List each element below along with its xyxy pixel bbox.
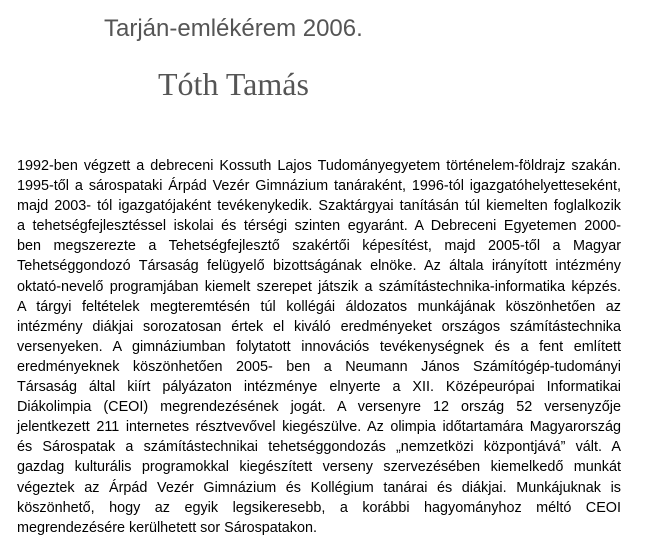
biography-line: intézmény diákjai sorozatosan értek el kiváló eredményeket országos számítástechnika — [17, 318, 621, 335]
biography-line: versenyeken. A gimnáziumban folytatott innovációs tevékenységnek és a fent említett — [17, 338, 621, 355]
biography-line: köszönhető, hogy az egyik legsikeresebb, a korábbi hagyományhoz méltó CEOI — [17, 499, 621, 516]
biography-line: végeztek az Árpád Vezér Gimnázium és Kollégium tanárai és diákjai. Munkájuknak is — [17, 479, 621, 496]
biography-line: Tehetséggondozó Társaság felügyelő bizottságának elnöke. Az általa irányított intézmény — [17, 258, 621, 275]
biography-line: Diákolimpia (CEOI) megrendezésének jogát. A versenyre 12 ország 52 versenyzője — [17, 399, 621, 416]
biography-line: ben megszerezte a Tehetségfejlesztő szakértői képesítést, majd 2005-től a Magyar — [17, 238, 621, 255]
biography-line: 1992-ben végzett a debreceni Kossuth Lajos Tudományegyetem történelem-földrajz szakán. — [17, 158, 621, 174]
biography-line: Társaság által kiírt pályázaton intézménye elnyerte a XII. Középeurópai Informatikai — [17, 379, 621, 396]
biography-line: majd 2003- tól igazgatójaként tevékenykedik. Szaktárgyai tanításán túl kiemelten foglalkozik — [17, 198, 621, 215]
biography-line: A tárgyi feltételek megteremtésén túl kollégái áldozatos munkájának köszönhetően az — [17, 298, 621, 315]
biography-line: a tehetségfejlesztéssel iskolai és térségi szinten egyaránt. A Debreceni Egyetemen 2000- — [17, 218, 621, 235]
award-title: Tarján-emlékérem 2006. — [104, 15, 363, 42]
biography-line: jelentkezett 211 internetes résztvevővel kiegészülve. Az olimpia időtartamára Magyarország — [17, 419, 621, 436]
biography-line: 1995-től a sárospataki Árpád Vezér Gimnázium tanáraként, 1996-tól igazgatóhelyetteseként, — [17, 178, 621, 195]
biography-line: gazdag kulturális programokkal kiegészített verseny szervezésében kiemelkedő munkát — [17, 459, 621, 476]
biography-line: eredményeknek köszönhetően 2005- ben a Neumann János Számítógép-tudományi — [17, 358, 621, 375]
biography-line: megrendezésére kerülhetett sor Sárospatakon. — [17, 519, 317, 536]
person-name: Tóth Tamás — [158, 66, 309, 102]
biography-line: és Sárospatak a számítástechnikai tehetséggondozás „nemzetközi központjává” vált. A — [17, 439, 621, 456]
biography-paragraph — [17, 156, 621, 538]
biography-line: oktató-nevelő programjában kiemelt szerepet játszik a számítástechnika-informatika képzés. — [17, 278, 621, 295]
